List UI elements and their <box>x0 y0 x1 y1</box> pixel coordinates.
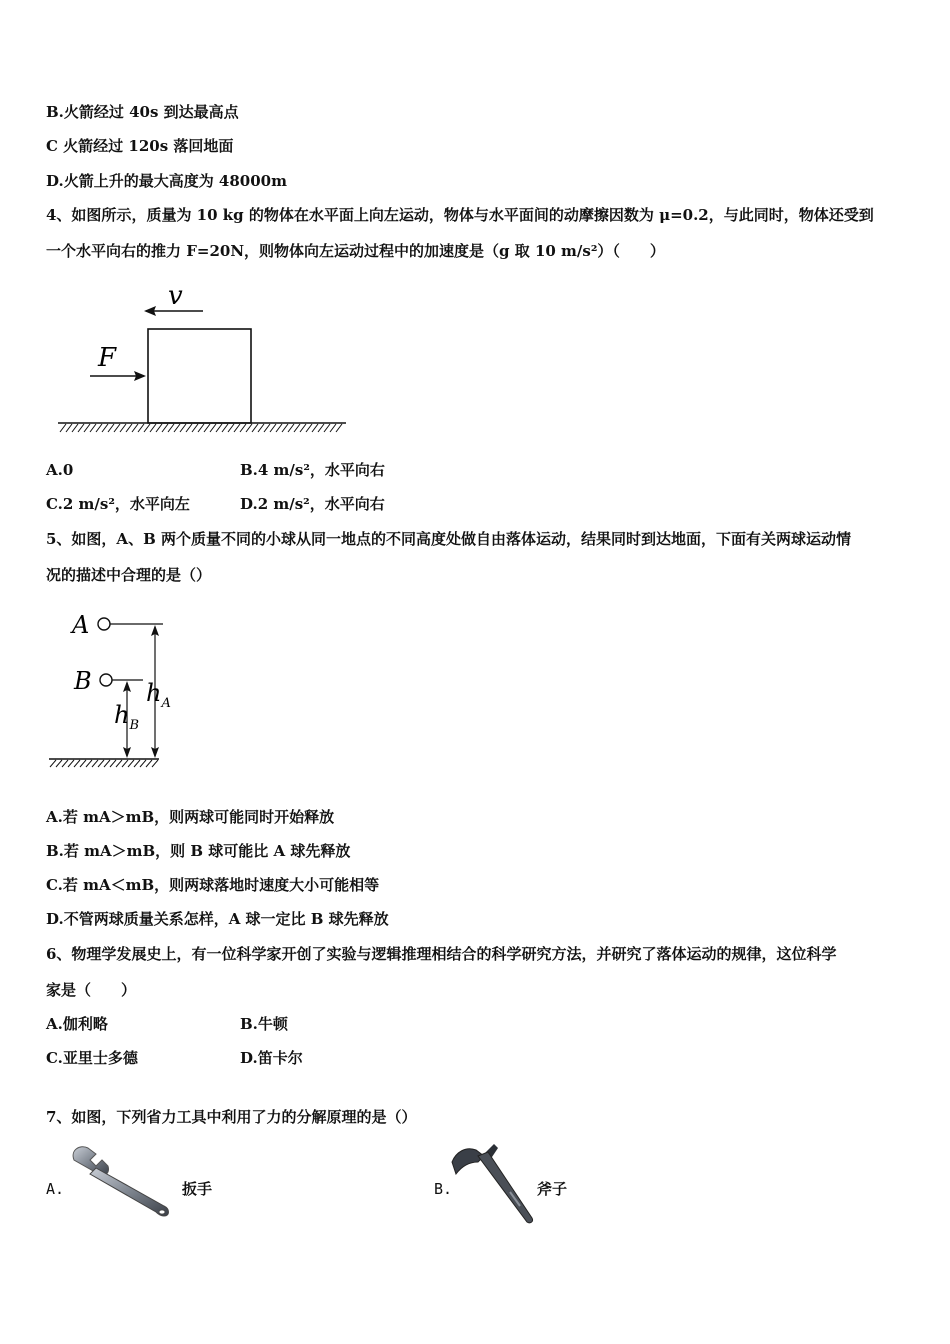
velocity-label: v <box>168 281 183 311</box>
q7-option-a-name: 扳手 <box>182 1180 213 1198</box>
q4-option-a: A.0 <box>46 461 74 479</box>
q6-option-b: B.牛顿 <box>240 1015 288 1033</box>
ball-b-label: B <box>74 667 92 695</box>
q5-ground-hatching <box>50 760 158 767</box>
q3-option-d: D.火箭上升的最大高度为 48000m <box>46 172 287 190</box>
q3-option-b: B.火箭经过 40s 到达最高点 <box>46 103 239 121</box>
q5-two-balls-diagram <box>45 605 175 775</box>
q7-option-b-name: 斧子 <box>537 1180 568 1198</box>
q5-option-d: D.不管两球质量关系怎样，A 球一定比 B 球先释放 <box>46 910 389 928</box>
q6-option-a: A.伽利略 <box>46 1015 108 1033</box>
q3-option-c: C 火箭经过 120s 落回地面 <box>46 137 234 155</box>
q5-option-b: B.若 mA＞mB，则 B 球可能比 A 球先释放 <box>46 842 351 860</box>
q4-stem-line2: 一个水平向右的推力 F=20N，则物体向左运动过程中的加速度是（g 取 10 m/s²）（ ） <box>46 242 665 260</box>
ball-a-label: A <box>72 611 90 639</box>
ball-b <box>100 674 112 686</box>
axe-icon <box>448 1140 538 1226</box>
wrench-icon <box>66 1142 178 1222</box>
q4-stem-line1: 4、如图所示，质量为 10 kg 的物体在水平面上向左运动，物体与水平面间的动摩擦因数为 μ=0.2，与此同时，物体还受到 <box>46 206 874 224</box>
q4-option-c: C.2 m/s²，水平向左 <box>46 495 190 513</box>
q6-option-c: C.亚里士多德 <box>46 1049 138 1067</box>
hb-label: $h_B$ <box>114 701 140 733</box>
q7-stem: 7、如图，下列省力工具中利用了力的分解原理的是（） <box>46 1108 417 1126</box>
q5-stem-line1: 5、如图，A、B 两个质量不同的小球从同一地点的不同高度处做自由落体运动，结果同时到达地面，下面有关两球运动情 <box>46 530 851 548</box>
force-label: F <box>98 343 117 373</box>
ball-a <box>98 618 110 630</box>
ground-hatching <box>60 424 342 432</box>
q6-stem-line1: 6、物理学发展史上，有一位科学家开创了实验与逻辑推理相结合的科学研究方法，并研究了落体运动的规律，这位科学 <box>46 945 837 963</box>
q4-block-diagram <box>50 280 350 440</box>
q7-option-b-letter: B. <box>434 1180 453 1198</box>
q5-stem-line2: 况的描述中合理的是（） <box>46 566 212 584</box>
q5-option-c: C.若 mA＜mB，则两球落地时速度大小可能相等 <box>46 876 380 894</box>
q7-option-a-letter: A. <box>46 1180 65 1198</box>
block <box>148 329 251 423</box>
q4-option-d: D.2 m/s²，水平向右 <box>240 495 385 513</box>
q6-option-d: D.笛卡尔 <box>240 1049 303 1067</box>
q6-stem-line2: 家是（ ） <box>46 981 137 999</box>
q4-option-b: B.4 m/s²，水平向右 <box>240 461 385 479</box>
q5-option-a: A.若 mA＞mB，则两球可能同时开始释放 <box>46 808 335 826</box>
ha-label: $h_A$ <box>146 679 171 711</box>
